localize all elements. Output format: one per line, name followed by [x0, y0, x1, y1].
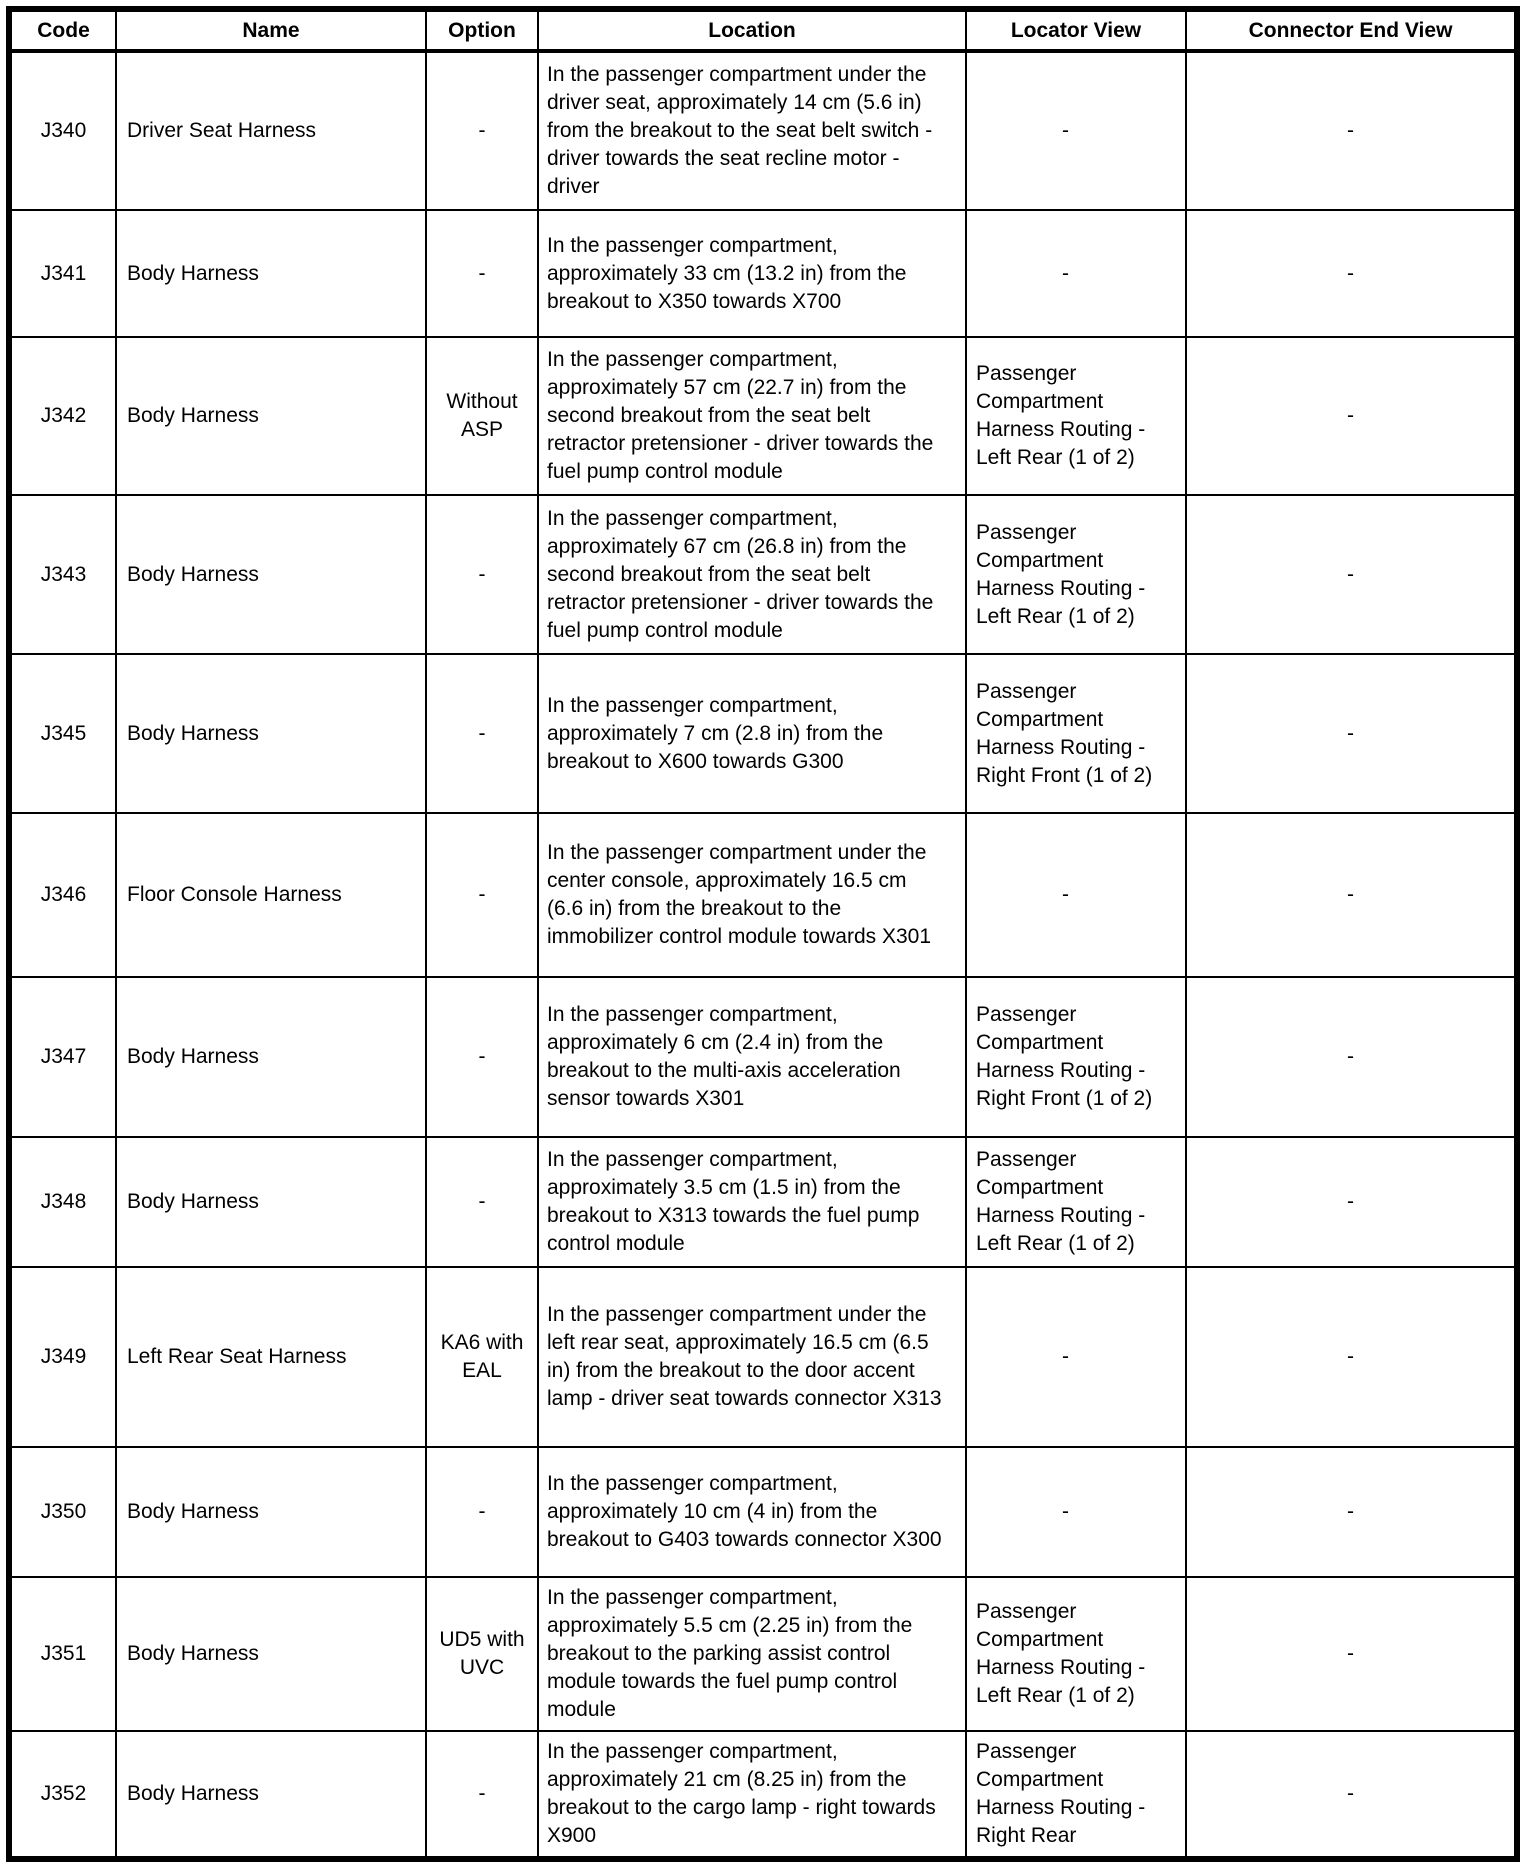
table-row	[9, 210, 1517, 337]
cell-locator-view: Passenger Compartment Harness Routing - Left Rear (1 of 2)	[966, 495, 1186, 654]
cell-connector-end-view: -	[1186, 813, 1517, 977]
cell-code: J347	[9, 977, 116, 1137]
cell-locator-view: Passenger Compartment Harness Routing - Left Rear (1 of 2)	[966, 1137, 1186, 1267]
cell-name: Body Harness	[116, 1731, 426, 1859]
cell-option: Without ASP	[426, 337, 538, 495]
column-header-code: Code	[9, 9, 116, 51]
cell-location: In the passenger compartment, approximately 3.5 cm (1.5 in) from the breakout to X313 towards the fuel pump control module	[538, 1137, 966, 1267]
column-header-option: Option	[426, 9, 538, 51]
cell-locator-view: Passenger Compartment Harness Routing - Right Rear	[966, 1731, 1186, 1859]
column-header-connector-end-view: Connector End View	[1186, 9, 1517, 51]
cell-option: -	[426, 51, 538, 210]
cell-code: J349	[9, 1267, 116, 1447]
cell-name: Body Harness	[116, 1447, 426, 1577]
cell-code: J341	[9, 210, 116, 337]
cell-connector-end-view: -	[1186, 1267, 1517, 1447]
cell-option: -	[426, 1731, 538, 1859]
cell-locator-view: -	[966, 1267, 1186, 1447]
cell-name: Body Harness	[116, 210, 426, 337]
table-row	[9, 1577, 1517, 1731]
cell-code: J346	[9, 813, 116, 977]
cell-location: In the passenger compartment, approximately 67 cm (26.8 in) from the second breakout from the seat belt retractor pretensioner - driver towards the fuel pump control module	[538, 495, 966, 654]
cell-connector-end-view: -	[1186, 1447, 1517, 1577]
cell-location: In the passenger compartment, approximately 10 cm (4 in) from the breakout to G403 towards connector X300	[538, 1447, 966, 1577]
header-row	[9, 9, 1517, 51]
cell-code: J342	[9, 337, 116, 495]
cell-code: J352	[9, 1731, 116, 1859]
cell-location: In the passenger compartment, approximately 5.5 cm (2.25 in) from the breakout to the parking assist control module towards the fuel pump control module	[538, 1577, 966, 1731]
cell-connector-end-view: -	[1186, 654, 1517, 813]
cell-location: In the passenger compartment under the driver seat, approximately 14 cm (5.6 in) from the breakout to the seat belt switch - driver towards the seat recline motor - driver	[538, 51, 966, 210]
table-row	[9, 1137, 1517, 1267]
cell-locator-view: Passenger Compartment Harness Routing - Right Front (1 of 2)	[966, 654, 1186, 813]
cell-option: -	[426, 495, 538, 654]
table-row	[9, 51, 1517, 210]
column-header-location: Location	[538, 9, 966, 51]
cell-name: Floor Console Harness	[116, 813, 426, 977]
cell-location: In the passenger compartment under the center console, approximately 16.5 cm (6.6 in) from the breakout to the immobilizer control module towards X301	[538, 813, 966, 977]
cell-connector-end-view: -	[1186, 51, 1517, 210]
cell-connector-end-view: -	[1186, 1577, 1517, 1731]
cell-option: -	[426, 1137, 538, 1267]
table-row	[9, 1267, 1517, 1447]
cell-connector-end-view: -	[1186, 1137, 1517, 1267]
table-row	[9, 495, 1517, 654]
cell-name: Driver Seat Harness	[116, 51, 426, 210]
cell-location: In the passenger compartment, approximately 7 cm (2.8 in) from the breakout to X600 towards G300	[538, 654, 966, 813]
cell-code: J351	[9, 1577, 116, 1731]
cell-locator-view: -	[966, 1447, 1186, 1577]
cell-location: In the passenger compartment, approximately 57 cm (22.7 in) from the second breakout from the seat belt retractor pretensioner - driver towards the fuel pump control module	[538, 337, 966, 495]
cell-locator-view: Passenger Compartment Harness Routing - Left Rear (1 of 2)	[966, 337, 1186, 495]
cell-locator-view: Passenger Compartment Harness Routing - Left Rear (1 of 2)	[966, 1577, 1186, 1731]
cell-option: KA6 with EAL	[426, 1267, 538, 1447]
cell-code: J340	[9, 51, 116, 210]
cell-locator-view: Passenger Compartment Harness Routing - Right Front (1 of 2)	[966, 977, 1186, 1137]
connector-location-table	[6, 6, 1520, 1862]
cell-connector-end-view: -	[1186, 977, 1517, 1137]
cell-option: UD5 with UVC	[426, 1577, 538, 1731]
table-row	[9, 1731, 1517, 1859]
cell-connector-end-view: -	[1186, 495, 1517, 654]
cell-option: -	[426, 210, 538, 337]
cell-option: -	[426, 654, 538, 813]
cell-location: In the passenger compartment, approximately 6 cm (2.4 in) from the breakout to the multi-axis acceleration sensor towards X301	[538, 977, 966, 1137]
cell-name: Body Harness	[116, 654, 426, 813]
cell-name: Body Harness	[116, 337, 426, 495]
cell-connector-end-view: -	[1186, 337, 1517, 495]
cell-name: Left Rear Seat Harness	[116, 1267, 426, 1447]
cell-code: J348	[9, 1137, 116, 1267]
table-row	[9, 654, 1517, 813]
cell-name: Body Harness	[116, 1577, 426, 1731]
column-header-locator-view: Locator View	[966, 9, 1186, 51]
cell-option: -	[426, 813, 538, 977]
cell-connector-end-view: -	[1186, 1731, 1517, 1859]
cell-locator-view: -	[966, 813, 1186, 977]
cell-code: J345	[9, 654, 116, 813]
cell-location: In the passenger compartment under the left rear seat, approximately 16.5 cm (6.5 in) from the breakout to the door accent lamp - driver seat towards connector X313	[538, 1267, 966, 1447]
cell-location: In the passenger compartment, approximately 33 cm (13.2 in) from the breakout to X350 towards X700	[538, 210, 966, 337]
cell-option: -	[426, 1447, 538, 1577]
cell-locator-view: -	[966, 51, 1186, 210]
column-header-name: Name	[116, 9, 426, 51]
table-row	[9, 1447, 1517, 1577]
table-row	[9, 337, 1517, 495]
cell-locator-view: -	[966, 210, 1186, 337]
cell-code: J350	[9, 1447, 116, 1577]
table-row	[9, 977, 1517, 1137]
cell-option: -	[426, 977, 538, 1137]
cell-name: Body Harness	[116, 977, 426, 1137]
cell-connector-end-view: -	[1186, 210, 1517, 337]
cell-name: Body Harness	[116, 1137, 426, 1267]
table-row	[9, 813, 1517, 977]
cell-location: In the passenger compartment, approximately 21 cm (8.25 in) from the breakout to the cargo lamp - right towards X900	[538, 1731, 966, 1859]
cell-name: Body Harness	[116, 495, 426, 654]
cell-code: J343	[9, 495, 116, 654]
